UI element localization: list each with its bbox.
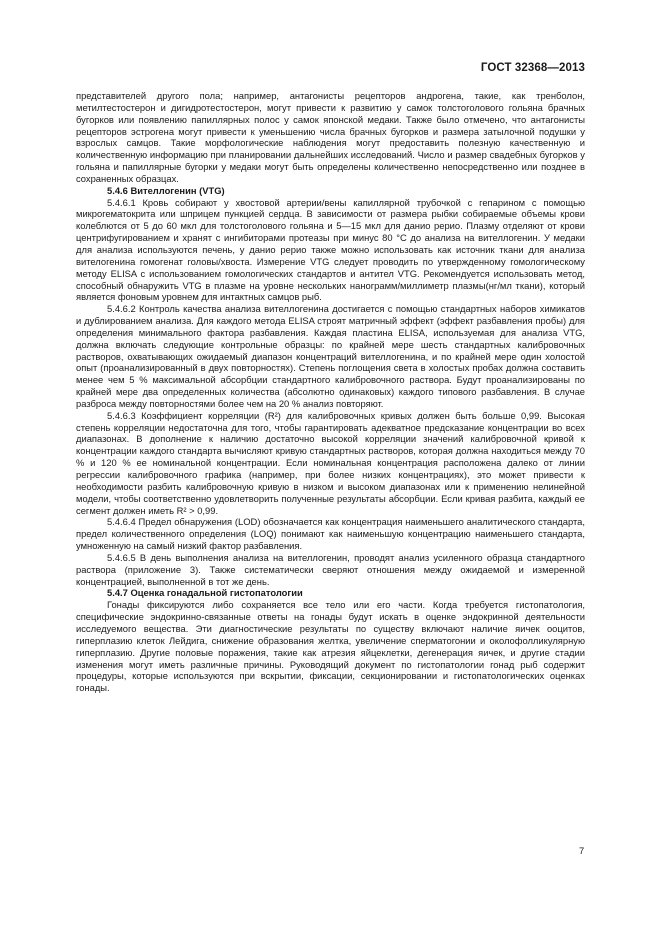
section-heading-histopathology: 5.4.7 Оценка гонадальной гистопатологии [107, 587, 303, 599]
paragraph-intro: представителей другого пола; например, антагонисты рецепторов андрогена, такие, как тренболон, метилтестостерон и дигидротестостерон, могут привести к развитию у самок толстоголового гольяна брачных бугорков или появлению папиллярных полос у самок японской медаки. Также было отмечено, что антагонисты рецепторов эстрогена могут привести к уменьшению числа брачных бугорков и размера затылочной подушки у взрослых самцов. Такие морфологические наблюдения могут предоставить полезную качественную и количественную информацию при планировании дальнейших исследований. Число и размер свадебных бугорков у гольяна и папиллярные бугорки у медаки могут быть определены количественно непосредственно или позднее в сохраненных образцах. [76, 90, 585, 184]
page-number: 7 [579, 845, 585, 856]
paragraph-5-4-6-4: 5.4.6.4 Предел обнаружения (LOD) обозначается как концентрация наименьшего аналитического стандарта, предел количественного определения (LOQ) понимают как наименьшую концентрацию наименьшего стандарта, умноженную на самый низкий фактор разбавления. [76, 516, 585, 552]
paragraph-histopathology: Гонады фиксируются либо сохраняется все тело или его части. Когда требуется гистопатология, специфические эндокринно-связанные ответы на гонады будут искать в оценке эндокринной деятельности исследуемого вещества. Эти диагностические результаты по существу включают наличие яичек ооцитов, гиперплазию клеток Лейдига, снижение образования желтка, увеличение сперматогонии и околофолликулярную гиперплазию. Другие половые поражения, такие как атрезия яйцеклетки, дегенерация яичек, и другие стадии изменения могут иметь различные причины. Руководящий документ по гистопатологии гонад рыб содержит процедуры, которые используются при вскрытии, фиксации, секционировании и гистопатологических оценках гонады. [76, 599, 585, 694]
paragraph-5-4-6-1: 5.4.6.1 Кровь собирают у хвостовой артерии/вены капиллярной трубочкой с гепарином с помощью микрогематокрита или шприцем пункцией сердца. В зависимости от размера рыбки собираемые объемы крови колеблются от 5 до 60 мкл для толстоголового гольяна и 5—15 мкл для данио рерио. Плазму отделяют от крови центрифугированием и хранят с ингибиторами протеазы при минус 80 °С до анализа на вителлогенин. У медаки для анализа используются печень, у данио рерио также можно использовать как источник ткани для анализа вителогенина гомогенат головы/хвоста. Измерение VTG следует проводить по утвержденному гомологическому методу ELISA с использованием гомологических стандартов и антител VTG. Рекомендуется использовать метод, способный обнаружить VTG в плазме на уровне нескольких нанограмм/миллиметр плазмы(нг/мл ткани), который является фоновым уровнем для интактных самцов рыб. [76, 196, 585, 303]
paragraph-5-4-6-3: 5.4.6.3 Коэффициент корреляции (R²) для калибровочных кривых должен быть больше 0,99. Высокая степень корреляции недостаточна для того, чтобы гарантировать адекватное предсказание концентрации во всех диапазонах. В дополнение к наличию достаточно высокой корреляции значений калибровочной кривой к концентрации каждого стандарта вычисляют кривую стандартных растворов, которая должна находиться между 70 % и 120 % ее номинальной концентрации. Если номинальная концентрация расположена далеко от линии регрессии калибровочного графика (например, при более низких концентрациях), это может привести к необходимости разбить калибровочную кривую в низком и высоком диапазонах или к применению нелинейной модели, чтобы соответственно удовлетворить полученные результаты абсорбции. Если кривая разбита, каждый ее сегмент должен иметь R² > 0,99. [76, 409, 585, 516]
section-heading-vtg: 5.4.6 Вителлогенин (VTG) [107, 184, 225, 196]
standard-header: ГОСТ 32368—2013 [480, 62, 585, 74]
paragraph-5-4-6-2: 5.4.6.2 Контроль качества анализа вителлогенина достигается с помощью стандартных наборов химикатов и дублированием анализа. Для каждого метода ELISA строят матричный эффект (эффект разбавления пробы) для определения минимального фактора разбавления. Каждая пластина ELISA, используемая для анализа VTG, должна включать следующие контрольные образцы: по крайней мере шесть стандартных калибровочных растворов, охватывающих ожидаемый диапазон концентраций вителлогенина, и по крайней мере один холостой опыт (проанализированный в двух повторностях). Степень поглощения света в холостых пробах должна составить менее чем 5 % максимальной абсорбции стандартного калибровочного раствора. Будут проанализированы по крайней мере два определенных количества (абсолютно одинаковых) каждого типового разбавления. В случае разброса между повторностями более чем на 20 % анализ повторяют. [76, 303, 585, 409]
paragraph-5-4-6-5: 5.4.6.5 В день выполнения анализа на вителлогенин, проводят анализ усиленного образца стандартного раствора (приложение 3). Также систематически сверяют отношения между ожидаемой и измеренной концентрацией, выполненной в тот же день. [76, 551, 585, 587]
document-body [76, 90, 585, 694]
